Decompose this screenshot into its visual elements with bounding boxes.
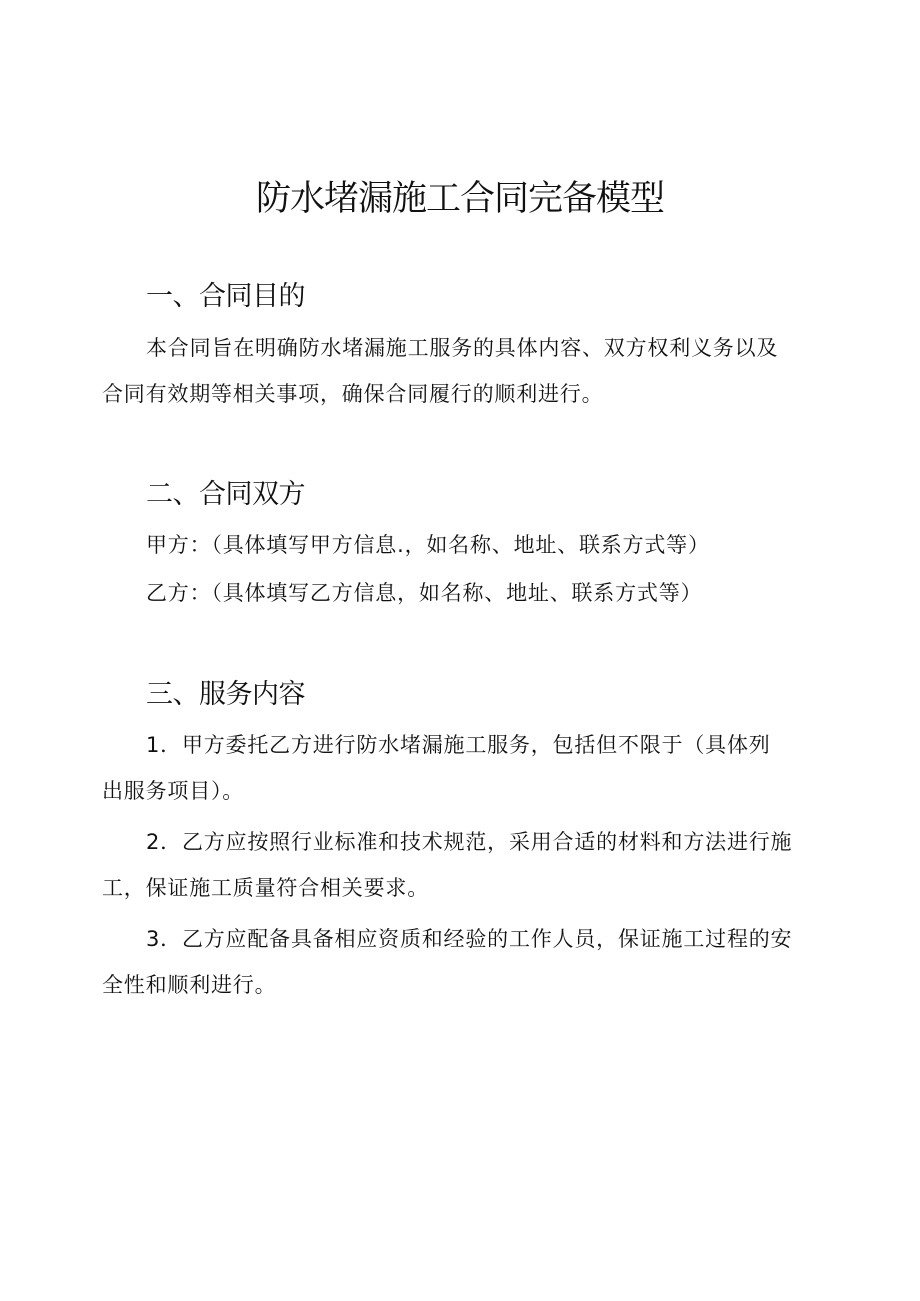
service-item-1 (102, 722, 822, 814)
party-b-line: 乙方：（具体填写乙方信息，如名称、地址、联系方式等） (146, 581, 703, 605)
service-item-line: 3．乙方应配备具备相应资质和经验的工作人员，保证施工过程的安 (146, 927, 793, 951)
paragraph-line: 合同有效期等相关事项，确保合同履行的顺利进行。 (102, 382, 604, 406)
service-item-line: 工，保证施工质量符合相关要求。 (102, 876, 429, 900)
service-item-2 (102, 819, 822, 911)
section-heading-parties: 二、合同双方 (146, 479, 305, 510)
service-item-line: 1．甲方委托乙方进行防水堵漏施工服务，包括但不限于（具体列 (146, 733, 771, 757)
document-title: 防水堵漏施工合同完备模型 (255, 179, 664, 219)
party-a-line: 甲方：（具体填写甲方信息.，如名称、地址、联系方式等） (146, 533, 710, 557)
section-heading-services: 三、服务内容 (146, 679, 305, 710)
paragraph-line: 本合同旨在明确防水堵漏施工服务的具体内容、双方权利义务以及 (146, 336, 779, 360)
service-item-line: 出服务项目）。 (102, 779, 245, 803)
section-purpose-paragraph (102, 325, 822, 417)
section-heading-purpose: 一、合同目的 (146, 281, 305, 312)
service-item-line: 全性和顺利进行。 (102, 973, 277, 997)
service-item-3 (102, 916, 822, 1008)
service-item-line: 2．乙方应按照行业标准和技术规范，采用合适的材料和方法进行施 (146, 830, 793, 854)
